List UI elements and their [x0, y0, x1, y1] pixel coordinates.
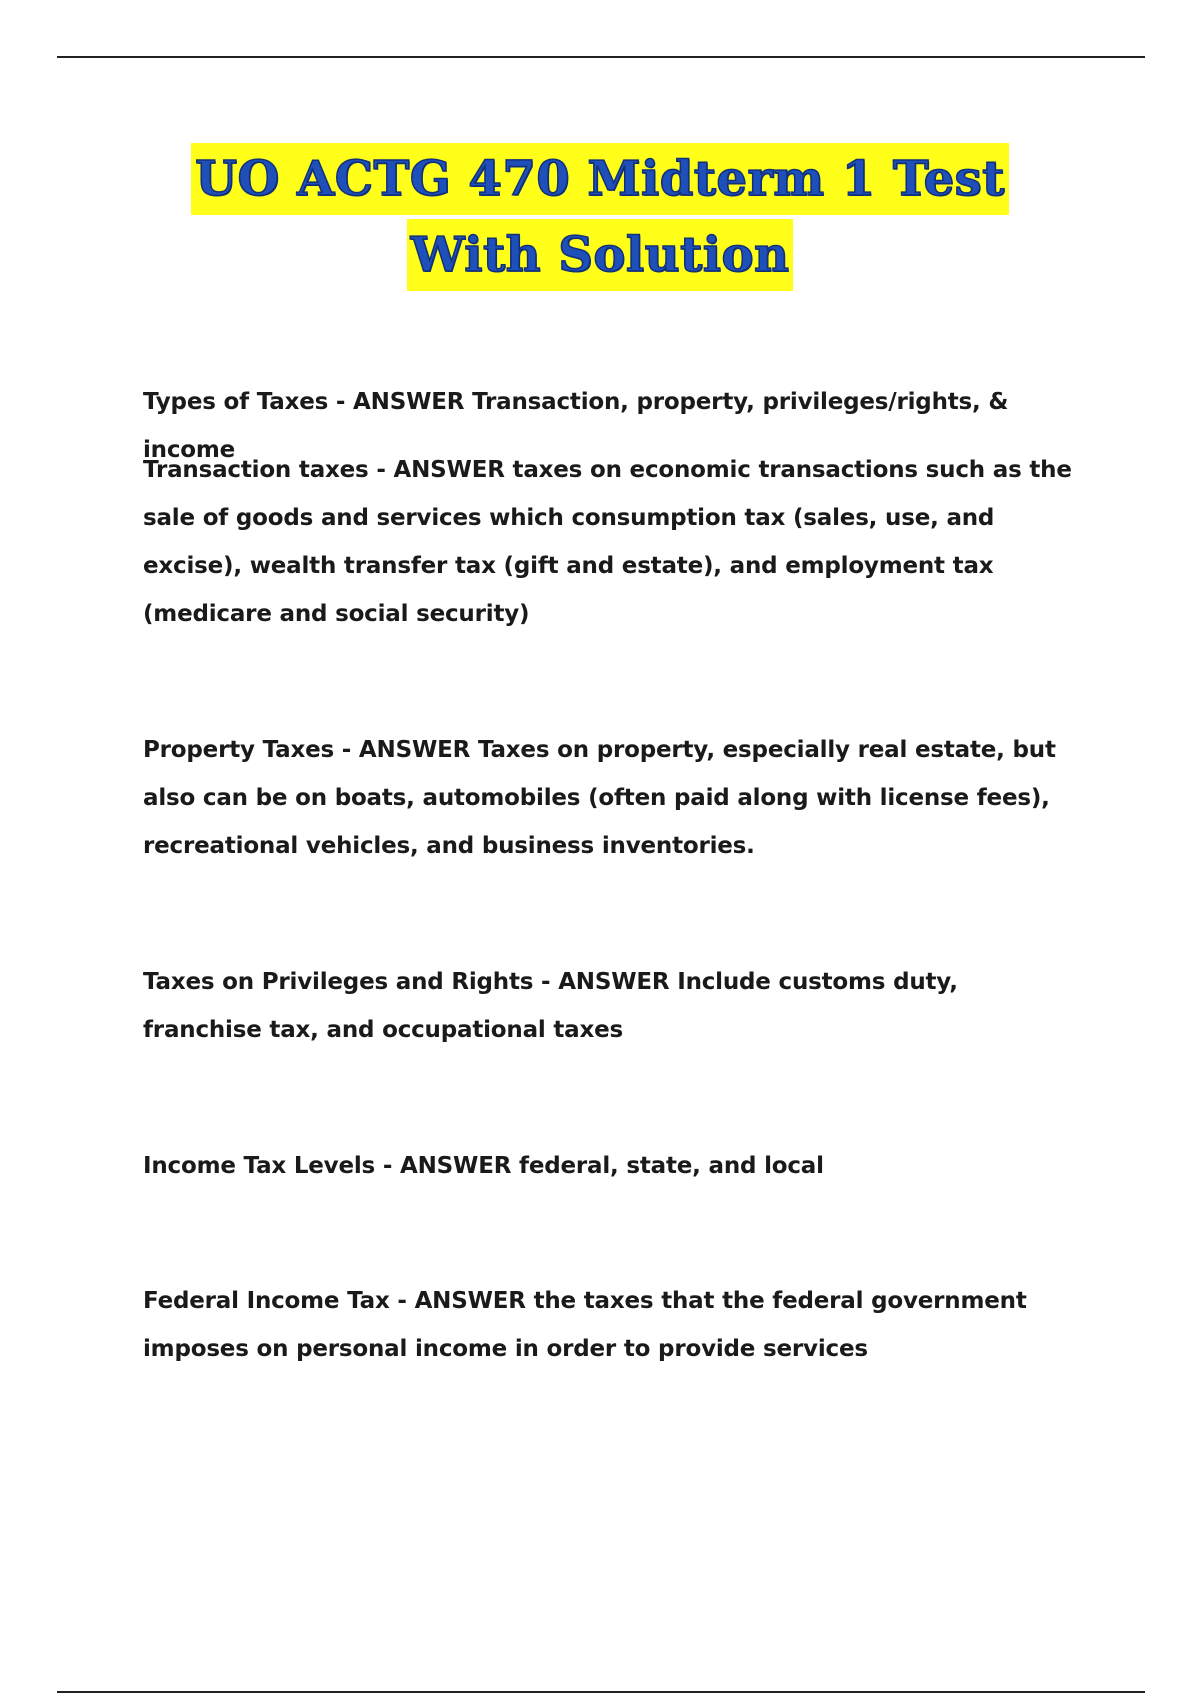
footer-rule: [57, 1691, 1145, 1693]
qa-item-property-taxes: Property Taxes - ANSWER Taxes on property, especially real estate, but also can be on boats, automobiles (often paid along with license fees), recreational vehicles, and business inventories.: [143, 737, 1056, 859]
qa-item-types-of-taxes: Types of Taxes - ANSWER Transaction, property, privileges/rights, & income: [143, 389, 1009, 463]
qa-item-income-tax-levels: Income Tax Levels - ANSWER federal, state, and local: [143, 1153, 824, 1179]
qa-item-federal-income-tax: Federal Income Tax - ANSWER the taxes that the federal government imposes on personal income in order to provide services: [143, 1288, 1027, 1362]
title-line-2: [0, 217, 1200, 293]
qa-item-transaction-taxes: Transaction taxes - ANSWER taxes on economic transactions such as the sale of goods and services which consumption tax (sales, use, and excise), wealth transfer tax (gift and estate), and employment tax (medicare and social security): [143, 457, 1072, 627]
title-text-2: With Solution: [407, 219, 794, 291]
document-title: [0, 141, 1200, 293]
title-text-1: UO ACTG 470 Midterm 1 Test: [191, 143, 1009, 215]
header-rule: [57, 56, 1145, 58]
title-line-1: [0, 141, 1200, 217]
qa-item-privileges-rights: Taxes on Privileges and Rights - ANSWER Include customs duty, franchise tax, and occupational taxes: [143, 969, 958, 1043]
